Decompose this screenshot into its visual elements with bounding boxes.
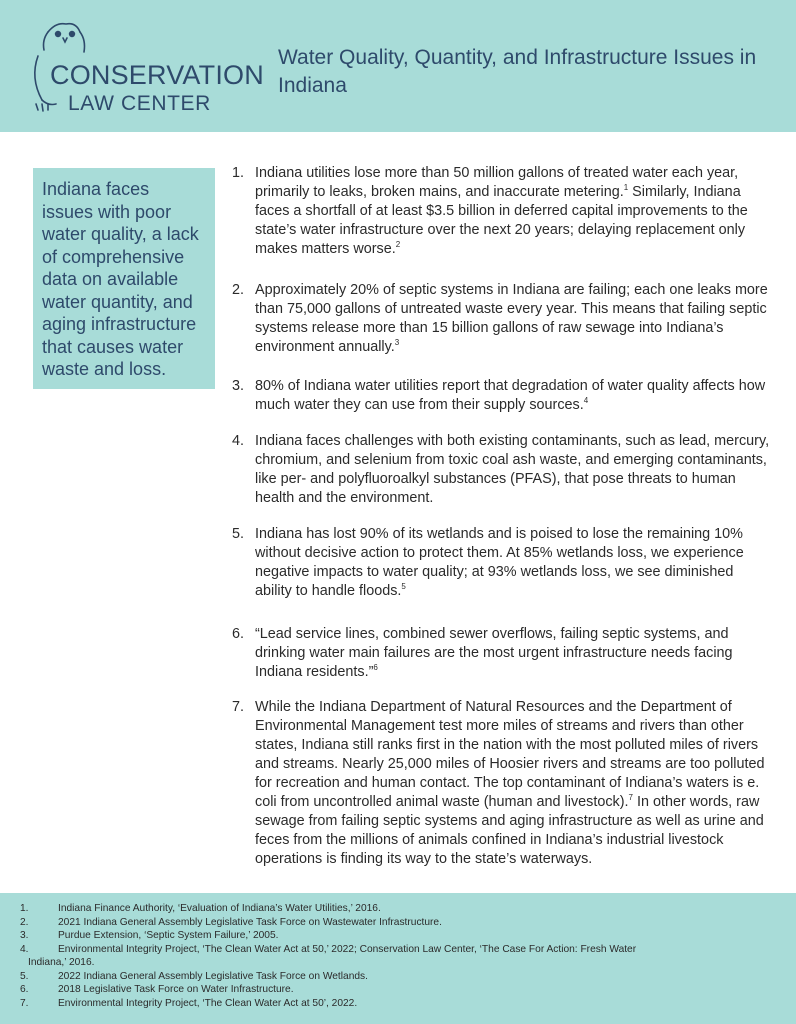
list-item-number: 2. [232, 282, 245, 298]
list-item-text: Similarly, Indiana faces a shortfall of at least $3.5 billion in deferred capital improvements to the state’s water infrastructure over the next 20 years; delaying replacement only makes matters worse. [255, 184, 748, 257]
footnote [20, 970, 776, 984]
footnote [20, 929, 776, 943]
footnote-ref: 3 [394, 338, 400, 348]
footnote-text: Indiana Finance Authority, ‘Evaluation of Indiana’s Water Utilities,’ 2016. [58, 903, 381, 914]
list-item [232, 281, 772, 377]
footnote-number: 7. [20, 997, 29, 1009]
list-item [232, 698, 772, 869]
list-item-number: 4. [232, 433, 245, 449]
list-item [232, 377, 772, 432]
conservation-law-center-logo [28, 18, 264, 118]
list-item-number: 5. [232, 526, 245, 542]
footnote-number: 6. [20, 984, 29, 995]
list-item-text: Indiana faces challenges with both existing contaminants, such as lead, mercury, chromium, and selenium from toxic coal ash waste, and emerging contaminants, like per- and polyfluoroalkyl substances (PFAS), that pose threats to human health and the environment. [255, 433, 770, 506]
logo-text-conservation: CONSERVATION [50, 60, 264, 90]
footnote-text-continued: Indiana,’ 2016. [28, 957, 95, 968]
footnote-number: 4. [20, 943, 29, 955]
footnote-number: 3. [20, 930, 29, 941]
list-item-number: 6. [232, 626, 245, 642]
footnotes-band [0, 893, 796, 1024]
footnote-number: 1. [20, 903, 29, 914]
list-item-number: 3. [232, 378, 245, 394]
footnote [20, 943, 776, 970]
list-item [232, 432, 772, 525]
header-band [0, 0, 796, 132]
list-item [232, 625, 772, 698]
footnote [20, 997, 776, 1011]
footnote-ref: 2 [395, 240, 401, 250]
list-item-text: Approximately 20% of septic systems in Indiana are failing; each one leaks more than 75,000 gallons of untreated waste every year. This means that failing septic systems release more than 15 billion gallons of raw sewage into Indiana’s environment annually. [255, 282, 768, 355]
list-item-text: Indiana has lost 90% of its wetlands and is poised to lose the remaining 10% without decisive action to protect them. At 85% wetlands loss, we experience negative impacts to water quality; at 93% wetlands loss, we see diminished ability to handle floods. [255, 526, 744, 599]
footnote-number: 2. [20, 916, 29, 928]
footnote-ref: 1 [623, 183, 629, 193]
footnote-text: Purdue Extension, ‘Septic System Failure,’ 2005. [58, 930, 279, 941]
list-item-text: Indiana utilities lose more than 50 million gallons of treated water each year, primarily to leaks, broken mains, and inaccurate metering. [255, 165, 739, 200]
footnote-ref: 6 [373, 663, 378, 673]
list-item-text: “Lead service lines, combined sewer overflows, failing septic systems, and drinking water main failures are the most urgent infrastructure needs facing Indiana residents.” [255, 626, 733, 680]
footnote [20, 983, 776, 997]
list-item-number: 7. [232, 699, 245, 715]
footnote-ref: 5 [401, 582, 406, 592]
footnote-text: Environmental Integrity Project, ‘The Clean Water Act at 50,’ 2022; Conservation Law Center, ‘The Case For Action: Fresh Water [58, 943, 637, 955]
list-item-number: 1. [232, 165, 245, 181]
footnote-text: Environmental Integrity Project, ‘The Clean Water Act at 50’, 2022. [58, 997, 358, 1009]
logo-text-law-center: LAW CENTER [68, 92, 211, 115]
page-title: Water Quality, Quantity, and Infrastructure Issues in Indiana [278, 46, 757, 97]
list-item-text: In other words, raw sewage from failing septic systems and aging infrastructure as well as urine and feces from the millions of animals confined in Indiana’s industrial livestock operations is finding its way to the state’s waterways. [255, 794, 764, 867]
list-item [232, 164, 772, 281]
footnote-text: 2018 Legislative Task Force on Water Infrastructure. [58, 984, 294, 995]
footnote [20, 902, 776, 916]
footnote-text: 2022 Indiana General Assembly Legislative Task Force on Wetlands. [58, 970, 368, 982]
list-item-text: 80% of Indiana water utilities report that degradation of water quality affects how much water they can use from their supply sources. [255, 378, 766, 413]
footnote-text: 2021 Indiana General Assembly Legislative Task Force on Wastewater Infrastructure. [58, 916, 442, 928]
callout-box [33, 168, 215, 389]
list-item [232, 525, 772, 625]
footnote [20, 916, 776, 930]
list-item-text: While the Indiana Department of Natural Resources and the Department of Environmental Management test more miles of streams and rivers than other states, Indiana still ranks first in the nation with the most polluted miles of rivers and streams. Nearly 25,000 miles of Hoosier rivers and streams are too polluted for recreation and human contact. The top contaminant of Indiana’s waters is e. coli from uncontrolled animal waste (human and livestock). [255, 699, 765, 810]
issues-list [232, 164, 772, 869]
footnote-ref: 7 [628, 793, 633, 803]
callout-text: Indiana faces issues with poor water quality, a lack of comprehensive data on available water quantity, and aging infrastructure that causes water waste and loss. [42, 179, 199, 379]
footnote-number: 5. [20, 970, 29, 982]
footnote-ref: 4 [583, 396, 589, 406]
